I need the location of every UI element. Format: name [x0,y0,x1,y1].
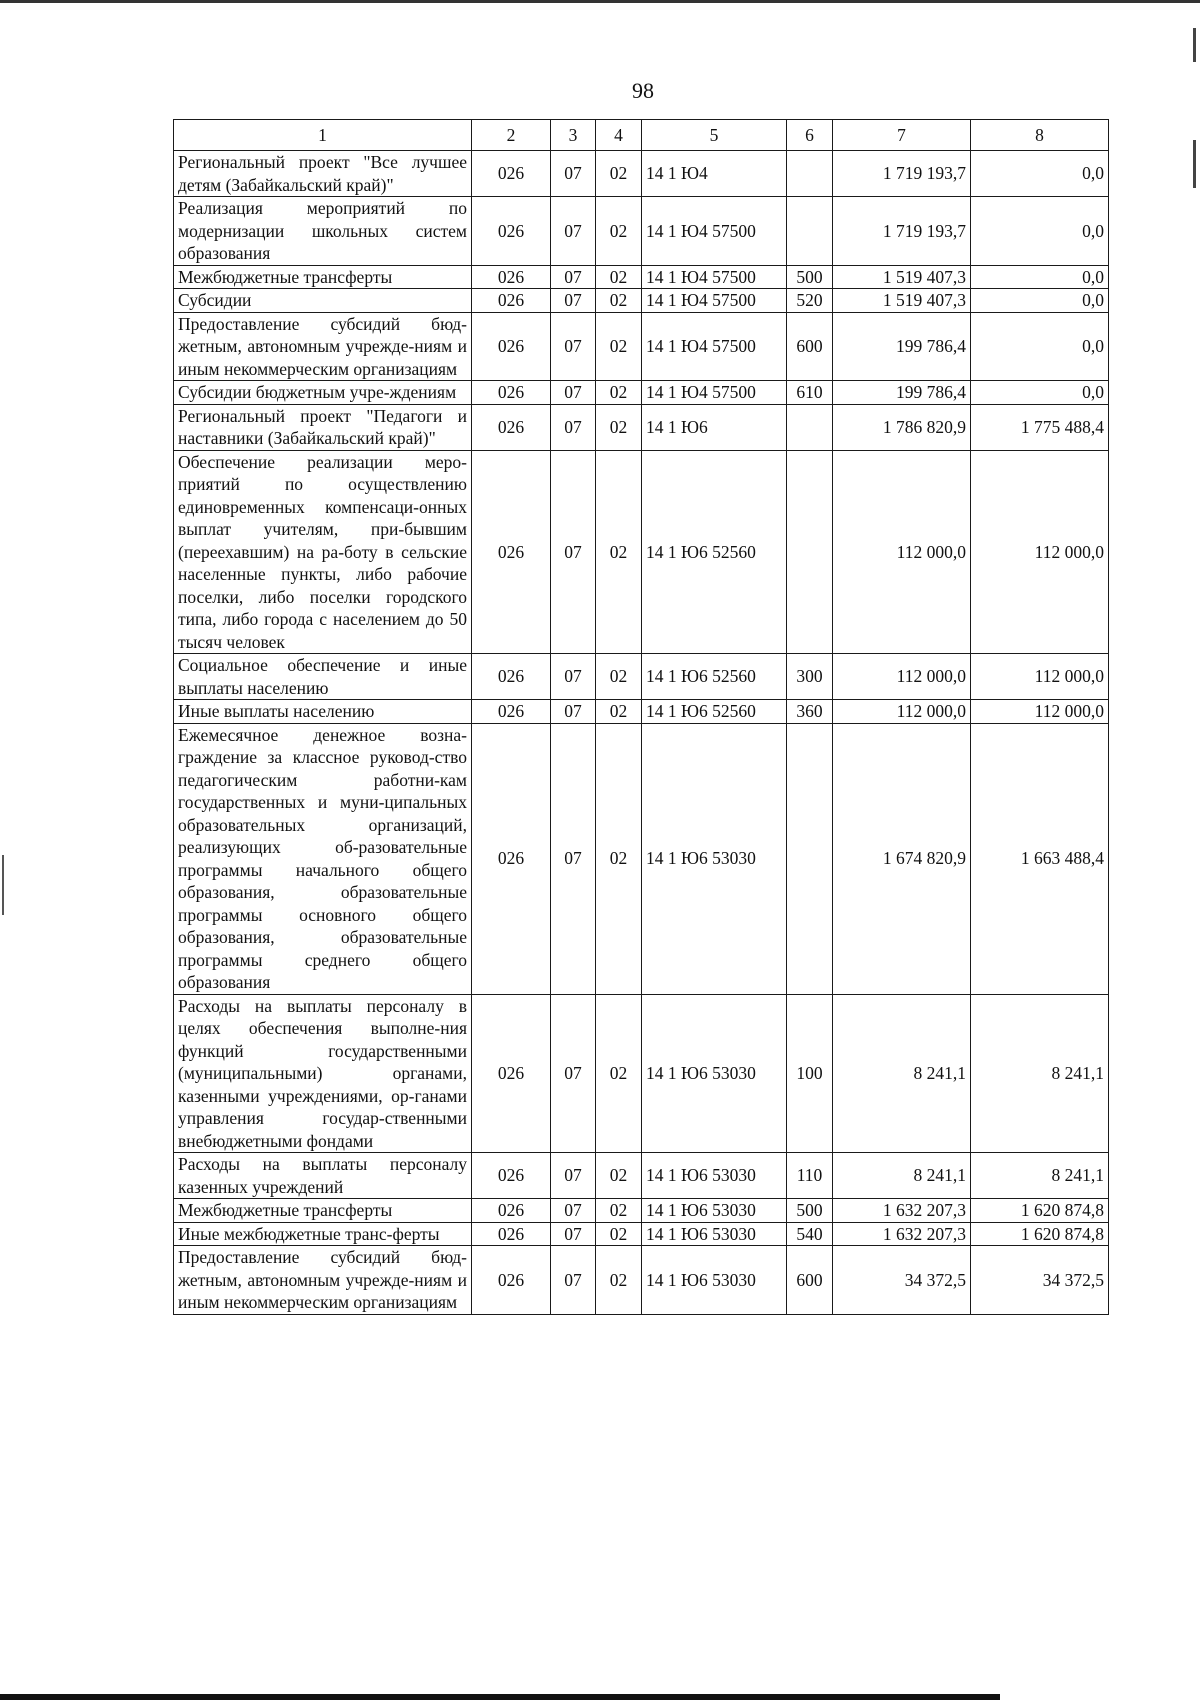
expense-type-cell: 360 [787,700,833,724]
target-article-cell: 14 1 Ю6 53030 [642,1246,787,1315]
admin-code-cell: 026 [472,723,551,994]
target-article-cell: 14 1 Ю6 52560 [642,700,787,724]
admin-code-cell: 026 [472,1222,551,1246]
amount-year1-cell: 34 372,5 [833,1246,971,1315]
expense-type-cell: 500 [787,1199,833,1223]
table-row [174,1199,1109,1223]
expense-type-cell: 520 [787,289,833,313]
table-row [174,654,1109,700]
admin-code-cell: 026 [472,700,551,724]
admin-code-cell: 026 [472,265,551,289]
amount-year2-cell: 0,0 [971,312,1109,381]
amount-year1-cell: 1 519 407,3 [833,265,971,289]
target-article-cell: 14 1 Ю4 [642,151,787,197]
subsection-cell: 02 [596,312,642,381]
table-row [174,723,1109,994]
section-cell: 07 [551,312,596,381]
amount-year2-cell: 1 620 874,8 [971,1222,1109,1246]
column-header: 6 [787,120,833,151]
row-name-cell: Ежемесячное денежное возна-граждение за классное руковод-ство педагогическим работни-кам государственных и муни-ципальных образовательных организаций, реализующих об-разовательные программы начального общего образования, образовательные программы основного общего образования, образовательные программы среднего общего образования [174,723,472,994]
admin-code-cell: 026 [472,1246,551,1315]
section-cell: 07 [551,723,596,994]
subsection-cell: 02 [596,723,642,994]
table-row [174,450,1109,654]
subsection-cell: 02 [596,151,642,197]
section-cell: 07 [551,151,596,197]
row-name-cell: Субсидии [174,289,472,313]
subsection-cell: 02 [596,404,642,450]
target-article-cell: 14 1 Ю6 53030 [642,1199,787,1223]
scan-edge-mark [1193,140,1196,188]
row-name-cell: Субсидии бюджетным учре-ждениям [174,381,472,405]
top-scan-edge [0,0,1200,3]
subsection-cell: 02 [596,700,642,724]
admin-code-cell: 026 [472,654,551,700]
column-header: 3 [551,120,596,151]
scan-edge-mark [2,855,4,915]
target-article-cell: 14 1 Ю4 57500 [642,381,787,405]
amount-year1-cell: 8 241,1 [833,994,971,1153]
expense-type-cell: 500 [787,265,833,289]
section-cell: 07 [551,450,596,654]
row-name-cell: Иные выплаты населению [174,700,472,724]
section-cell: 07 [551,1199,596,1223]
row-name-cell: Межбюджетные трансферты [174,265,472,289]
expense-type-cell: 610 [787,381,833,405]
amount-year2-cell: 8 241,1 [971,1153,1109,1199]
row-name-cell: Межбюджетные трансферты [174,1199,472,1223]
amount-year2-cell: 0,0 [971,381,1109,405]
expense-type-cell: 110 [787,1153,833,1199]
expense-type-cell [787,404,833,450]
table-row [174,1153,1109,1199]
amount-year1-cell: 1 632 207,3 [833,1222,971,1246]
admin-code-cell: 026 [472,381,551,405]
table-row [174,289,1109,313]
bottom-scan-edge [0,1694,1000,1700]
row-name-cell: Расходы на выплаты персоналу в целях обеспечения выполне-ния функций государственными (муниципальными) органами, казенными учреждениями, ор-ганами управления государ-ственными внебюджетными фондами [174,994,472,1153]
section-cell: 07 [551,994,596,1153]
subsection-cell: 02 [596,450,642,654]
amount-year1-cell: 199 786,4 [833,381,971,405]
expense-type-cell [787,450,833,654]
expense-type-cell: 600 [787,312,833,381]
table-header-row [174,120,1109,151]
section-cell: 07 [551,1153,596,1199]
table-row [174,265,1109,289]
amount-year1-cell: 1 719 193,7 [833,151,971,197]
table-row [174,1246,1109,1315]
table-row [174,1222,1109,1246]
amount-year1-cell: 1 519 407,3 [833,289,971,313]
subsection-cell: 02 [596,1246,642,1315]
table-row [174,151,1109,197]
amount-year2-cell: 112 000,0 [971,700,1109,724]
target-article-cell: 14 1 Ю4 57500 [642,289,787,313]
section-cell: 07 [551,381,596,405]
amount-year2-cell: 0,0 [971,151,1109,197]
amount-year2-cell: 1 775 488,4 [971,404,1109,450]
expense-type-cell: 600 [787,1246,833,1315]
section-cell: 07 [551,1222,596,1246]
admin-code-cell: 026 [472,994,551,1153]
amount-year1-cell: 199 786,4 [833,312,971,381]
target-article-cell: 14 1 Ю6 52560 [642,450,787,654]
subsection-cell: 02 [596,654,642,700]
amount-year1-cell: 1 719 193,7 [833,197,971,266]
subsection-cell: 02 [596,1153,642,1199]
subsection-cell: 02 [596,994,642,1153]
table-row [174,700,1109,724]
target-article-cell: 14 1 Ю4 57500 [642,312,787,381]
amount-year2-cell: 112 000,0 [971,450,1109,654]
table-row [174,197,1109,266]
section-cell: 07 [551,700,596,724]
table-row [174,404,1109,450]
page-number: 98 [632,78,654,103]
expense-type-cell: 540 [787,1222,833,1246]
admin-code-cell: 026 [472,312,551,381]
section-cell: 07 [551,289,596,313]
column-header: 8 [971,120,1109,151]
section-cell: 07 [551,654,596,700]
amount-year1-cell: 112 000,0 [833,450,971,654]
subsection-cell: 02 [596,1222,642,1246]
table-row [174,312,1109,381]
row-name-cell: Обеспечение реализации меро-приятий по осуществлению единовременных компенсаци-онных выплат учителям, при-бывшим (переехавшим) на ра-боту в сельские населенные пункты, либо рабочие поселки, либо поселки городского типа, либо города с населением до 50 тысяч человек [174,450,472,654]
column-header: 7 [833,120,971,151]
expense-type-cell [787,723,833,994]
target-article-cell: 14 1 Ю6 [642,404,787,450]
subsection-cell: 02 [596,289,642,313]
section-cell: 07 [551,1246,596,1315]
column-header: 2 [472,120,551,151]
expense-type-cell: 100 [787,994,833,1153]
column-header: 5 [642,120,787,151]
amount-year2-cell: 0,0 [971,197,1109,266]
amount-year1-cell: 1 786 820,9 [833,404,971,450]
column-header: 4 [596,120,642,151]
amount-year2-cell: 0,0 [971,265,1109,289]
row-name-cell: Региональный проект "Все лучшее детям (Забайкальский край)" [174,151,472,197]
admin-code-cell: 026 [472,197,551,266]
subsection-cell: 02 [596,197,642,266]
column-header: 1 [174,120,472,151]
target-article-cell: 14 1 Ю4 57500 [642,265,787,289]
amount-year1-cell: 1 632 207,3 [833,1199,971,1223]
admin-code-cell: 026 [472,450,551,654]
subsection-cell: 02 [596,381,642,405]
admin-code-cell: 026 [472,289,551,313]
amount-year2-cell: 8 241,1 [971,994,1109,1153]
target-article-cell: 14 1 Ю6 52560 [642,654,787,700]
target-article-cell: 14 1 Ю6 53030 [642,1222,787,1246]
row-name-cell: Расходы на выплаты персоналу казенных учреждений [174,1153,472,1199]
amount-year2-cell: 0,0 [971,289,1109,313]
row-name-cell: Региональный проект "Педагоги и наставники (Забайкальский край)" [174,404,472,450]
target-article-cell: 14 1 Ю6 53030 [642,723,787,994]
subsection-cell: 02 [596,1199,642,1223]
table-body [174,151,1109,1315]
amount-year2-cell: 34 372,5 [971,1246,1109,1315]
table-row [174,994,1109,1153]
scan-edge-mark [1193,28,1196,62]
amount-year1-cell: 112 000,0 [833,700,971,724]
amount-year1-cell: 1 674 820,9 [833,723,971,994]
row-name-cell: Предоставление субсидий бюд-жетным, автономным учрежде-ниям и иным некоммерческим организациям [174,1246,472,1315]
amount-year1-cell: 8 241,1 [833,1153,971,1199]
amount-year2-cell: 1 663 488,4 [971,723,1109,994]
expense-type-cell [787,151,833,197]
table-row [174,381,1109,405]
row-name-cell: Реализация мероприятий по модернизации школьных систем образования [174,197,472,266]
row-name-cell: Иные межбюджетные транс-ферты [174,1222,472,1246]
admin-code-cell: 026 [472,1199,551,1223]
section-cell: 07 [551,404,596,450]
amount-year2-cell: 112 000,0 [971,654,1109,700]
row-name-cell: Предоставление субсидий бюд-жетным, автономным учрежде-ниям и иным некоммерческим организациям [174,312,472,381]
target-article-cell: 14 1 Ю4 57500 [642,197,787,266]
expense-type-cell: 300 [787,654,833,700]
expense-type-cell [787,197,833,266]
row-name-cell: Социальное обеспечение и иные выплаты населению [174,654,472,700]
amount-year1-cell: 112 000,0 [833,654,971,700]
subsection-cell: 02 [596,265,642,289]
admin-code-cell: 026 [472,151,551,197]
admin-code-cell: 026 [472,404,551,450]
target-article-cell: 14 1 Ю6 53030 [642,994,787,1153]
admin-code-cell: 026 [472,1153,551,1199]
budget-table [173,119,1109,1315]
amount-year2-cell: 1 620 874,8 [971,1199,1109,1223]
section-cell: 07 [551,265,596,289]
target-article-cell: 14 1 Ю6 53030 [642,1153,787,1199]
section-cell: 07 [551,197,596,266]
